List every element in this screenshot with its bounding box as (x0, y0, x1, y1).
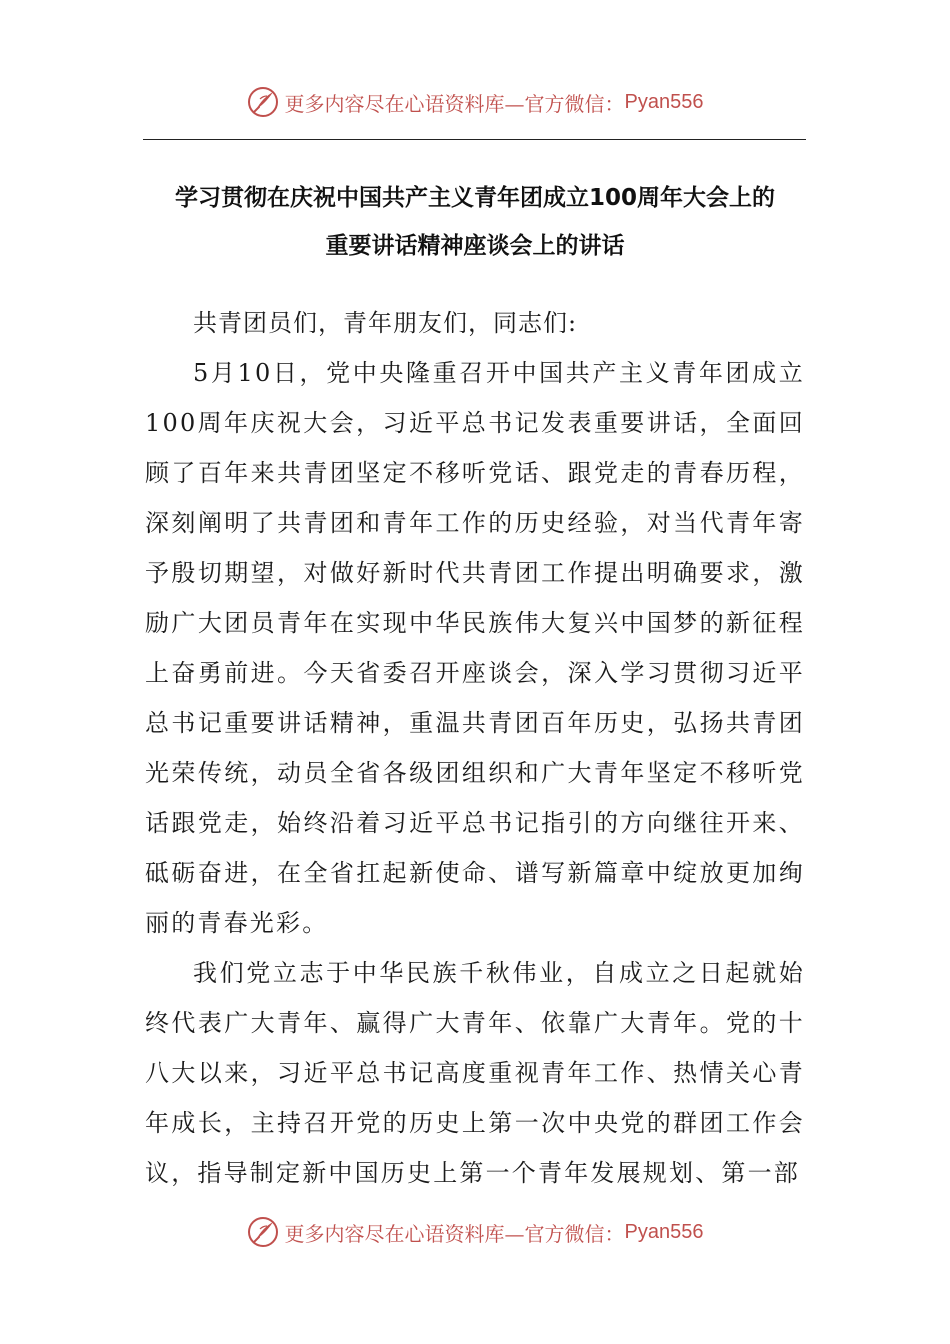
header-banner (0, 82, 950, 122)
document-body (145, 298, 805, 1198)
document-title (130, 174, 820, 270)
quill-pen-logo-icon (247, 86, 279, 118)
header-banner-text: 更多内容尽在心语资料库—官方微信： (284, 91, 625, 116)
footer-banner-handle: Pyan556 (624, 1220, 704, 1243)
title-line-1: 学习贯彻在庆祝中国共产主义青年团成立100周年大会上的 (174, 185, 775, 211)
salutation: 共青团员们，青年朋友们，同志们: (193, 309, 578, 337)
paragraph-2: 我们党立志于中华民族千秋伟业，自成立之日起就始终代表广大青年、赢得广大青年、依靠广大青年。党的十八大以来，习近平总书记高度重视青年工作、热情关心青年成长，主持召开党的历史上第一次中央党的群团工作会议，指导制定新中国历史上第一个青年发展规划、第一部 (145, 959, 805, 1187)
header-rule (143, 139, 806, 140)
footer-banner-text: 更多内容尽在心语资料库—官方微信： (284, 1221, 625, 1246)
quill-pen-logo-icon (247, 1216, 279, 1248)
header-banner-handle: Pyan556 (624, 90, 704, 113)
footer-banner (0, 1212, 950, 1252)
title-line-2: 重要讲话精神座谈会上的讲话 (325, 233, 625, 259)
paragraph-1: 5月10日，党中央隆重召开中国共产主义青年团成立100周年庆祝大会，习近平总书记发表重要讲话，全面回顾了百年来共青团坚定不移听党话、跟党走的青春历程，深刻阐明了共青团和青年工作的历史经验，对当代青年寄予殷切期望，对做好新时代共青团工作提出明确要求，激励广大团员青年在实现中华民族伟大复兴中国梦的新征程上奋勇前进。今天省委召开座谈会，深入学习贯彻习近平总书记重要讲话精神，重温共青团百年历史，弘扬共青团光荣传统，动员全省各级团组织和广大青年坚定不移听党话跟党走，始终沿着习近平总书记指引的方向继往开来、砥砺奋进，在全省扛起新使命、谱写新篇章中绽放更加绚丽的青春光彩。 (145, 359, 805, 937)
